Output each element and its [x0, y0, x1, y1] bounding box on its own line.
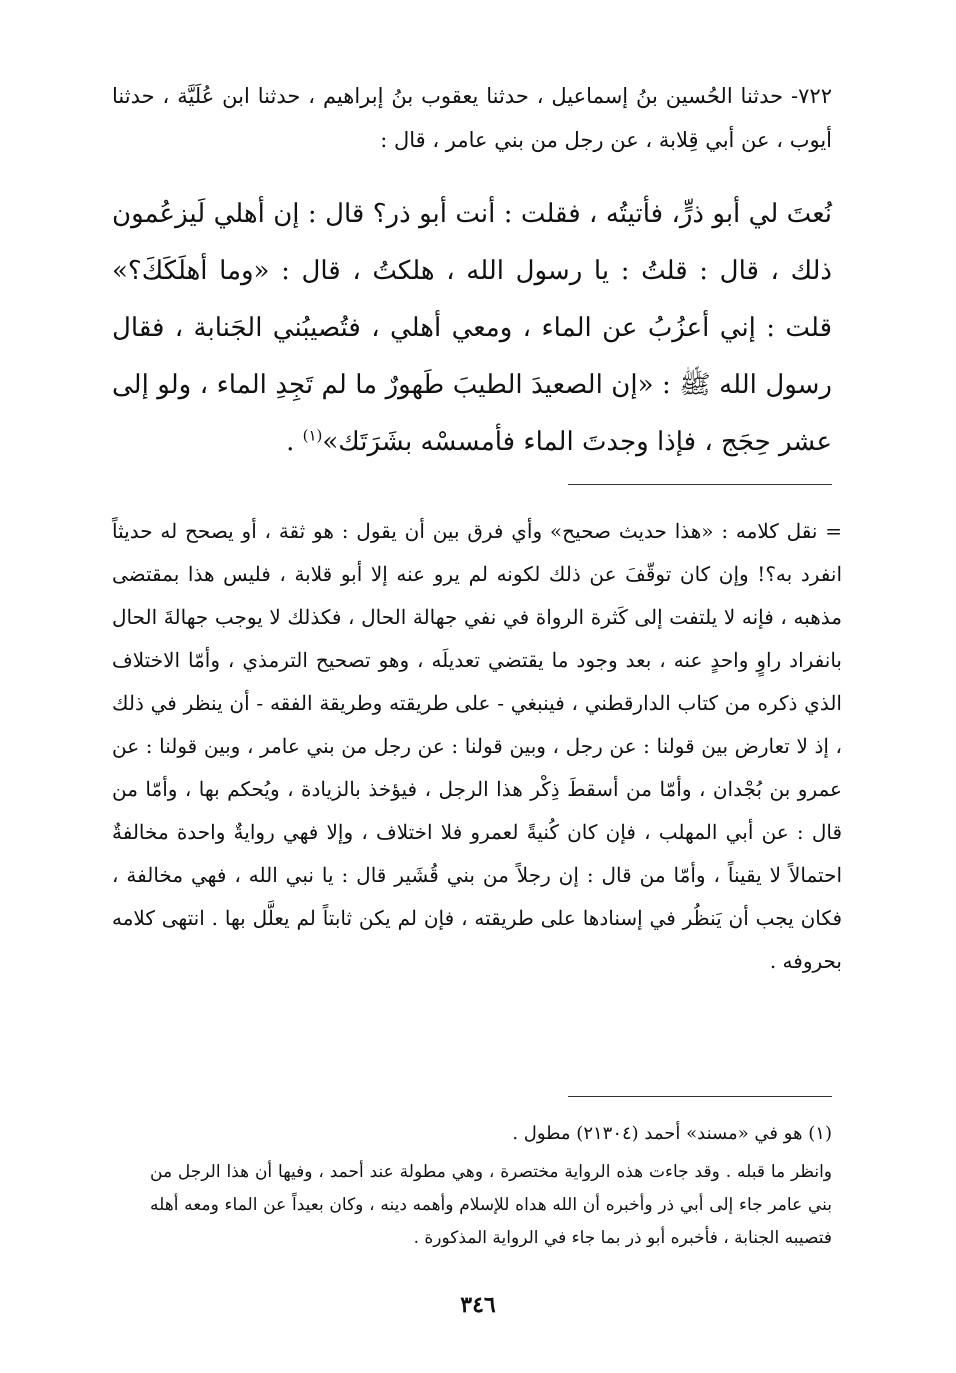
- footnote-marker: (١): [302, 426, 323, 445]
- footnote-1-continuation: وانظر ما قبله . وقد جاءت هذه الرواية مختصرة ، وهي مطولة عند أحمد ، وفيها أن هذا الرجل من بني عامر جاء إلى أبي ذر وأخبره أن الله هداه للإسلام وأهمه دينه ، وكان بعيداً عن الماء ومعه أهله فتصيبه الجنابة ، فأخبره أبو ذر بما جاء في الرواية المذكورة .: [150, 1162, 832, 1248]
- hadith-end-mark: .: [286, 427, 303, 457]
- hadith-matn: [112, 186, 832, 471]
- page-number: ٣٤٦: [460, 1292, 496, 1318]
- footnote-divider: [568, 484, 832, 485]
- previous-footnote-continuation: = نقل كلامه : «هذا حديث صحيح» وأي فرق بين أن يقول : هو ثقة ، أو يصحح له حديثاً انفرد به؟! وإن كان توقّفَ عن ذلك لكونه لم يرو عنه إلا أبو قلابة ، فليس هذا بمقتضى مذهبه ، فإنه لا يلتفت إلى كَثرة الرواة في نفي جهالة الحال ، فكذلك لا يوجب جهالةَ الحال بانفراد راوٍ واحدٍ عنه ، بعد وجود ما يقتضي تعديلَه ، وهو تصحيح الترمذي ، وأمّا الاختلاف الذي ذكره من كتاب الدارقطني ، فينبغي - على طريقته وطريقة الفقه - أن ينظر في ذلك ، إذ لا تعارض بين قولنا : عن رجل ، وبين قولنا : عن رجل من بني عامر ، وبين قولنا : عن عمرو بن بُجْدان ، وأمّا من أسقطَ ذِكْر هذا الرجل ، فيؤخذ بالزيادة ، ويُحكم بها ، وأمّا من قال : عن أبي المهلب ، فإن كان كُنيةً لعمرو فلا اختلاف ، وإلا فهي روايةٌ واحدة مخالفةٌ احتمالاً لا يقيناً ، وأمّا من قال : إن رجلاً من بني قُشَير قال : يا نبي الله ، فهي مخالفة ، فكان يجب أن يَنظُر في إسنادها على طريقته ، فإن لم يكن ثابتاً لم يعلَّل بها . انتهى كلامه بحروفه .: [112, 519, 843, 973]
- footnote-divider-2: [568, 1096, 832, 1097]
- hadith-matn-text: نُعتَ لي أبو ذرٍّ، فأتيتُه ، فقلت : أنت أبو ذر؟ قال : إن أهلي لَيزعُمون ذلك ، قال : قلتُ : يا رسول الله ، هلكتُ ، قال : «وما أهلَكَكَ؟» قلت : إني أعزُبُ عن الماء ، ومعي أهلي ، فتُصيبُني الجَنابة ، فقال رسول الله ﷺ : «إن الصعيدَ الطيبَ طَهورٌ ما لم تَجِدِ الماء ، ولو إلى عشر حِجَج ، فإذا وجدتَ الماء فأمسسْه بشَرَتَك»: [112, 199, 832, 457]
- hadith-isnad: ٧٢٢- حدثنا الحُسين بنُ إسماعيل ، حدثنا يعقوب بنُ إبراهيم ، حدثنا ابن عُلَيَّة ، حدثنا أيوب ، عن أبي قِلابة ، عن رجل من بني عامر ، قال :: [112, 84, 832, 152]
- footnote-1: (١) هو في «مسند» أحمد (٢١٣٠٤) مطول .: [512, 1123, 832, 1144]
